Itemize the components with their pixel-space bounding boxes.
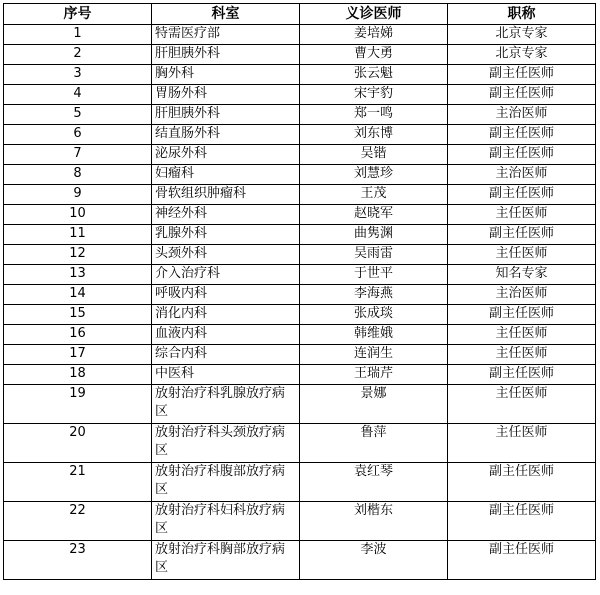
- table-row: [4, 145, 596, 165]
- department-cell: 肝胆胰外科: [152, 105, 300, 125]
- title-cell: 主治医师: [448, 105, 596, 125]
- table-row: [4, 365, 596, 385]
- title-cell: 北京专家: [448, 25, 596, 45]
- department-cell: 神经外科: [152, 205, 300, 225]
- row-number: 6: [4, 125, 152, 145]
- doctor-cell: 王茂: [300, 185, 448, 205]
- doctor-cell: 于世平: [300, 265, 448, 285]
- title-cell: 副主任医师: [448, 365, 596, 385]
- doctor-cell: 景娜: [300, 385, 448, 424]
- department-cell: 胸外科: [152, 65, 300, 85]
- row-number: 5: [4, 105, 152, 125]
- row-number: 3: [4, 65, 152, 85]
- row-number: 20: [4, 424, 152, 463]
- doctor-cell: 曹大勇: [300, 45, 448, 65]
- doctor-cell: 宋宇豹: [300, 85, 448, 105]
- department-cell: 妇瘤科: [152, 165, 300, 185]
- row-number: 23: [4, 541, 152, 580]
- table-row: [4, 385, 596, 424]
- table-row: [4, 65, 596, 85]
- row-number: 16: [4, 325, 152, 345]
- header-title: 职称: [448, 4, 596, 25]
- row-number: 2: [4, 45, 152, 65]
- clinic-schedule-table: [3, 3, 596, 580]
- department-cell: 特需医疗部: [152, 25, 300, 45]
- row-number: 11: [4, 225, 152, 245]
- table-row: [4, 424, 596, 463]
- doctor-cell: 张云魁: [300, 65, 448, 85]
- table-row: [4, 305, 596, 325]
- department-cell: 血液内科: [152, 325, 300, 345]
- doctor-cell: 刘慧珍: [300, 165, 448, 185]
- title-cell: 副主任医师: [448, 225, 596, 245]
- title-cell: 主任医师: [448, 205, 596, 225]
- doctor-cell: 郑一鸣: [300, 105, 448, 125]
- doctor-cell: 赵晓军: [300, 205, 448, 225]
- department-cell: 呼吸内科: [152, 285, 300, 305]
- title-cell: 知名专家: [448, 265, 596, 285]
- row-number: 4: [4, 85, 152, 105]
- doctor-cell: 刘楷东: [300, 502, 448, 541]
- table-row: [4, 541, 596, 580]
- title-cell: 副主任医师: [448, 185, 596, 205]
- title-cell: 主任医师: [448, 325, 596, 345]
- row-number: 7: [4, 145, 152, 165]
- title-cell: 副主任医师: [448, 502, 596, 541]
- table-row: [4, 245, 596, 265]
- doctor-cell: 张成琰: [300, 305, 448, 325]
- row-number: 10: [4, 205, 152, 225]
- doctor-cell: 李波: [300, 541, 448, 580]
- table-row: [4, 265, 596, 285]
- row-number: 15: [4, 305, 152, 325]
- doctor-cell: 鲁萍: [300, 424, 448, 463]
- title-cell: 主治医师: [448, 165, 596, 185]
- title-cell: 副主任医师: [448, 125, 596, 145]
- department-cell: 肝胆胰外科: [152, 45, 300, 65]
- title-cell: 主任医师: [448, 245, 596, 265]
- department-cell: 乳腺外科: [152, 225, 300, 245]
- doctor-cell: 韩维娥: [300, 325, 448, 345]
- row-number: 19: [4, 385, 152, 424]
- department-cell: 放射治疗科胸部放疗病区: [152, 541, 300, 580]
- row-number: 9: [4, 185, 152, 205]
- header-row: [4, 4, 596, 25]
- row-number: 21: [4, 463, 152, 502]
- table-row: [4, 25, 596, 45]
- doctor-cell: 吴雨雷: [300, 245, 448, 265]
- doctor-cell: 连润生: [300, 345, 448, 365]
- table-row: [4, 225, 596, 245]
- table-row: [4, 165, 596, 185]
- table-row: [4, 285, 596, 305]
- title-cell: 北京专家: [448, 45, 596, 65]
- row-number: 14: [4, 285, 152, 305]
- title-cell: 副主任医师: [448, 305, 596, 325]
- table-row: [4, 185, 596, 205]
- department-cell: 消化内科: [152, 305, 300, 325]
- table-row: [4, 502, 596, 541]
- doctor-cell: 吴锴: [300, 145, 448, 165]
- row-number: 12: [4, 245, 152, 265]
- department-cell: 骨软组织肿瘤科: [152, 185, 300, 205]
- header-doctor: 义诊医师: [300, 4, 448, 25]
- department-cell: 放射治疗科乳腺放疗病区: [152, 385, 300, 424]
- header-no: 序号: [4, 4, 152, 25]
- table-row: [4, 205, 596, 225]
- header-dept: 科室: [152, 4, 300, 25]
- table-row: [4, 463, 596, 502]
- table-row: [4, 45, 596, 65]
- title-cell: 主任医师: [448, 345, 596, 365]
- row-number: 18: [4, 365, 152, 385]
- title-cell: 副主任医师: [448, 65, 596, 85]
- row-number: 1: [4, 25, 152, 45]
- title-cell: 副主任医师: [448, 463, 596, 502]
- title-cell: 主任医师: [448, 424, 596, 463]
- department-cell: 介入治疗科: [152, 265, 300, 285]
- department-cell: 胃肠外科: [152, 85, 300, 105]
- table-row: [4, 125, 596, 145]
- department-cell: 头颈外科: [152, 245, 300, 265]
- department-cell: 中医科: [152, 365, 300, 385]
- table-row: [4, 85, 596, 105]
- table-row: [4, 105, 596, 125]
- title-cell: 主治医师: [448, 285, 596, 305]
- department-cell: 结直肠外科: [152, 125, 300, 145]
- row-number: 13: [4, 265, 152, 285]
- doctor-cell: 姜培娣: [300, 25, 448, 45]
- doctor-cell: 曲隽渊: [300, 225, 448, 245]
- doctor-cell: 刘东博: [300, 125, 448, 145]
- title-cell: 副主任医师: [448, 85, 596, 105]
- table-row: [4, 345, 596, 365]
- table-body: [4, 25, 596, 580]
- doctor-cell: 袁红琴: [300, 463, 448, 502]
- department-cell: 泌尿外科: [152, 145, 300, 165]
- doctor-cell: 王瑞芹: [300, 365, 448, 385]
- department-cell: 放射治疗科妇科放疗病区: [152, 502, 300, 541]
- row-number: 8: [4, 165, 152, 185]
- title-cell: 副主任医师: [448, 145, 596, 165]
- title-cell: 主任医师: [448, 385, 596, 424]
- department-cell: 放射治疗科腹部放疗病区: [152, 463, 300, 502]
- row-number: 17: [4, 345, 152, 365]
- row-number: 22: [4, 502, 152, 541]
- department-cell: 放射治疗科头颈放疗病区: [152, 424, 300, 463]
- table-row: [4, 325, 596, 345]
- doctor-cell: 李海燕: [300, 285, 448, 305]
- department-cell: 综合内科: [152, 345, 300, 365]
- title-cell: 副主任医师: [448, 541, 596, 580]
